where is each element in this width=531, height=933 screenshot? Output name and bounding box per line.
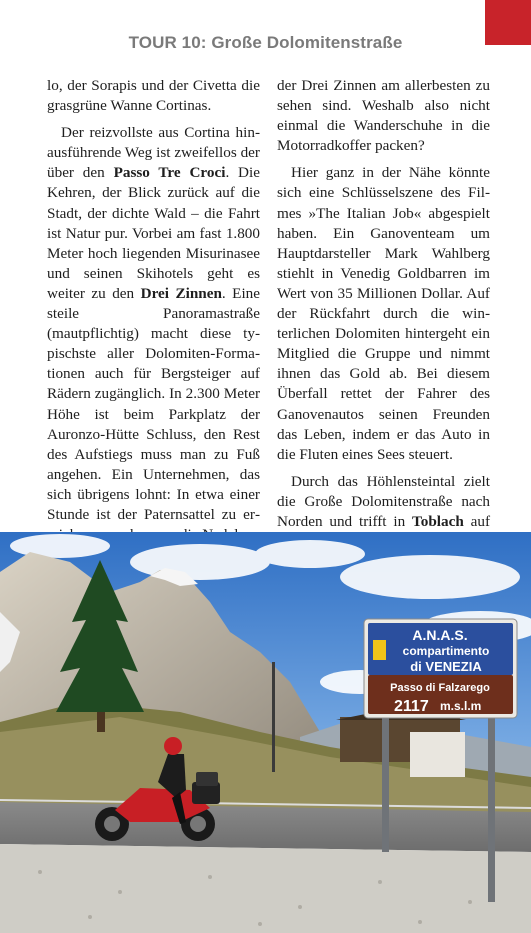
bold-place-name: Passo Tre Croci bbox=[113, 164, 226, 182]
sign-line-unit: m.s.l.m bbox=[440, 699, 482, 713]
gravel bbox=[0, 844, 531, 933]
sign-post-right bbox=[488, 712, 495, 902]
sign-line-pass-name: Passo di Falzarego bbox=[390, 682, 490, 694]
text-run: Durch das Höhlensteintal zielt die Große Dolomitenstraße nach Norden und trifft in bbox=[277, 472, 490, 530]
text-column-left bbox=[47, 76, 260, 552]
sign-emblem-icon bbox=[373, 640, 386, 660]
bold-place-name: Toblach bbox=[412, 512, 464, 530]
text-run: . Eine steile Panoramastraße (mautpflichtig) macht diese typischste aller Dolomiten-Formationen auch für Bergsteiger auf Rädern zugänglich. In 2.300 Meter Höhe ist beim Parkplatz der Auronzo-Hütte Schluss, den Rest des Aufstiegs muss man zu Fuß angehen. Ein Unternehmen, das sich übrigens lohnt: In etwa einer Stunde ist der Paternsattel zu er bbox=[47, 284, 260, 523]
paragraph: lo, der Sorapis und der Civetta die grasgrüne Wanne Cortinas. bbox=[47, 77, 260, 115]
sign-line-compartimento: compartimento bbox=[402, 644, 490, 658]
running-head: TOUR 10: Große Dolomitenstraße bbox=[128, 33, 403, 52]
utility-pole bbox=[272, 662, 275, 772]
sign-line-anas: A.N.A.S. bbox=[412, 627, 468, 643]
paragraph: Hier ganz in der Nähe könnte sich eine Schlüsselszene des Filmes »The Italian Job« abgespielt haben. Ein Ganoventeam um Hauptdarsteller Mark Wahlberg stiehlt in Venedig Goldbarren im Wert von 35 Millionen Dollar. Auf der Rückfahrt durch die winterlichen Dolomiten hintergeht ein Mitglied die Gruppe und nimmt ihnen das Gold ab. Bei diesem Überfall rettet der Fahrer des Ganovenautos seinen Freunden das Leben, indem er das Auto in die Fluten eines Sees steuert. bbox=[277, 164, 490, 463]
text-run: auf bbox=[470, 512, 490, 530]
text-run: . Die Kehren, der Blick zurück auf die Stadt, der dichte Wald – die Fahrt ist Natur pur. Vorbei am fast 1.800 Meter hoch liegenden Misurinasee und seinen Skihotels geht es weiter zu den bbox=[47, 164, 260, 302]
sign-line-venezia: di VENEZIA bbox=[410, 659, 482, 674]
text-run: Der reizvollste aus Cortina hinausführende Weg ist zweifellos der über den bbox=[47, 124, 260, 182]
photo-passo-falzarego bbox=[0, 532, 531, 933]
text-column-right bbox=[277, 76, 490, 559]
sign-line-altitude: 2117 bbox=[394, 698, 429, 715]
paragraph bbox=[47, 123, 260, 545]
bold-place-name: Drei Zinnen bbox=[140, 284, 222, 302]
paragraph: der Drei Zinnen am allerbesten zu sehen sind. Weshalb also nicht einmal die Wanderschuhe in die Motorradkoffer packen? bbox=[277, 77, 490, 155]
sign-post-left bbox=[382, 712, 389, 852]
